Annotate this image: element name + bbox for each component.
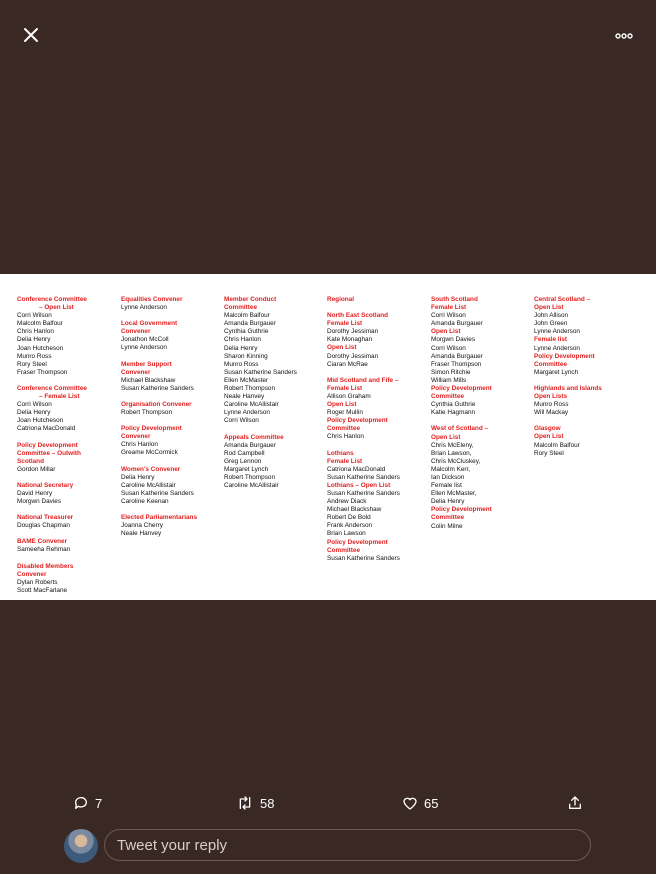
spacer xyxy=(121,506,197,514)
image-column xyxy=(17,296,87,595)
section-heading: Female List xyxy=(431,304,467,312)
member-name: Caroline McAllistair xyxy=(224,401,279,409)
member-name: Delia Henry xyxy=(121,473,155,481)
member-name: Caroline McAllistair xyxy=(224,482,279,490)
retweet-count: 58 xyxy=(260,795,275,811)
member-name: Michael Blackshaw xyxy=(121,376,176,384)
section-heading: Mid Scotland and Fife – xyxy=(327,376,399,384)
member-name: Robert Thompson xyxy=(121,409,173,417)
close-button[interactable] xyxy=(22,26,42,46)
section-heading: Policy Development xyxy=(534,352,595,360)
section-heading: Open List xyxy=(431,433,461,441)
spacer xyxy=(17,434,87,442)
member-name: Roger Mullin xyxy=(327,409,363,417)
member-name: Delia Henry xyxy=(17,409,51,417)
spacer xyxy=(17,506,87,514)
member-name: Catriona MacDonald xyxy=(327,465,386,473)
share-button[interactable] xyxy=(567,795,583,811)
member-name: Malcolm Balfour xyxy=(224,312,270,320)
section-heading: Conference Committee xyxy=(17,296,87,303)
member-name: Amanda Burgauer xyxy=(224,320,276,328)
member-name: Susan Katherine Sanders xyxy=(224,368,297,376)
section-heading: Equalities Convener xyxy=(121,296,183,303)
member-name: Greg Lennon xyxy=(224,457,262,465)
member-name: Caroline Keenan xyxy=(121,497,169,505)
member-name: Margaret Lynch xyxy=(534,368,579,376)
section-heading: Member Support xyxy=(121,360,172,368)
section-heading: Policy Development xyxy=(431,506,492,514)
member-name: Morgwn Davies xyxy=(431,336,476,344)
spacer xyxy=(17,474,87,482)
member-name: Cynthia Guthrie xyxy=(224,328,269,336)
reply-button[interactable] xyxy=(73,795,102,811)
member-name: Robert Thompson xyxy=(224,385,276,393)
section-heading: Convener xyxy=(121,433,151,441)
member-name: Joan Hutcheson xyxy=(17,417,64,425)
member-name: John Allison xyxy=(534,312,569,320)
member-name: Caroline McAllistair xyxy=(121,481,176,489)
member-name: Scott MacFarlane xyxy=(17,586,68,594)
image-column xyxy=(327,296,400,563)
retweet-button[interactable] xyxy=(236,795,274,811)
member-name: Brian Lawson, xyxy=(431,449,472,457)
section-heading: Disabled Members xyxy=(17,562,74,570)
section-heading: Female List xyxy=(327,320,363,328)
member-name: William Mills xyxy=(431,376,467,384)
member-name: Fraser Thompson xyxy=(431,360,482,368)
section-heading: – Open List xyxy=(39,304,74,312)
member-name: Susan Katherine Sanders xyxy=(121,384,194,392)
section-heading: National Treasurer xyxy=(17,514,74,522)
member-name: Corri Wilson xyxy=(224,417,259,425)
section-heading: Convener xyxy=(121,328,151,336)
member-name: Munro Ross xyxy=(17,352,52,360)
section-heading: Policy Development xyxy=(327,538,388,546)
section-heading: Convener xyxy=(121,368,151,376)
section-heading: Lothians xyxy=(327,449,354,457)
spacer xyxy=(327,369,400,377)
member-name: Allison Graham xyxy=(327,392,371,400)
member-name: Joanna Cherry xyxy=(121,522,163,530)
section-heading: Female List xyxy=(327,457,363,465)
section-heading: Local Government xyxy=(121,320,178,328)
member-name: Robert Thompson xyxy=(224,473,276,481)
section-heading: Conference Committee xyxy=(17,384,87,392)
section-heading: Open List xyxy=(534,433,564,441)
section-heading: Female List xyxy=(327,384,363,392)
section-heading: Committee xyxy=(534,360,568,368)
member-name: Delia Henry xyxy=(224,344,258,352)
section-heading: West of Scotland – xyxy=(431,425,489,433)
more-button[interactable] xyxy=(614,26,634,46)
member-name: Sharon Kinning xyxy=(224,352,268,360)
section-heading: Elected Parliamentarians xyxy=(121,513,198,521)
member-name: Chris Hanlon xyxy=(327,433,364,441)
member-name: Will Mackay xyxy=(534,409,569,417)
member-name: Gordon Millar xyxy=(17,465,56,473)
spacer xyxy=(534,377,602,385)
section-heading: Committee xyxy=(224,304,258,312)
like-icon xyxy=(402,795,418,811)
section-heading: Open List xyxy=(431,328,461,336)
member-name: Robert De Bold xyxy=(327,514,371,522)
like-count: 65 xyxy=(424,795,439,811)
reply-icon xyxy=(73,795,89,811)
section-heading: Policy Development xyxy=(121,425,182,433)
member-name: Malcolm Balfour xyxy=(534,441,580,449)
spacer xyxy=(224,426,297,434)
image-column xyxy=(121,296,197,538)
section-heading: Open List xyxy=(534,304,564,312)
section-heading: Member Conduct xyxy=(224,296,277,303)
member-name: Susan Katherine Sanders xyxy=(327,489,400,497)
member-name: Dorothy Jessiman xyxy=(327,328,379,336)
tweet-image[interactable] xyxy=(0,274,656,600)
section-heading: Open List xyxy=(327,401,357,409)
member-name: Female list xyxy=(431,482,462,490)
member-name: Neale Hanvey xyxy=(121,530,162,538)
section-heading: Women's Convener xyxy=(121,465,181,473)
section-heading: BAME Convener xyxy=(17,538,68,546)
member-name: Lynne Anderson xyxy=(121,344,167,352)
section-heading: – Female List xyxy=(39,393,80,401)
member-name: Susan Katherine Sanders xyxy=(327,473,400,481)
section-heading: Scotland xyxy=(17,457,44,465)
spacer xyxy=(327,304,400,312)
member-name: Corri Wilson xyxy=(17,312,52,320)
section-heading: Committee xyxy=(327,425,361,433)
like-button[interactable] xyxy=(402,795,438,811)
spacer xyxy=(121,458,197,466)
more-icon xyxy=(615,32,633,40)
section-heading: South Scotland xyxy=(431,296,478,303)
section-heading: Female list xyxy=(534,336,568,344)
member-name: Chris Hanlon xyxy=(17,328,54,336)
member-name: Lynne Anderson xyxy=(224,409,270,417)
spacer xyxy=(327,442,400,450)
member-name: Katie Hagmann xyxy=(431,409,476,417)
member-name: Chris Hanlon xyxy=(121,441,158,449)
close-icon xyxy=(22,26,40,44)
member-name: Delia Henry xyxy=(431,498,465,506)
member-name: Ian Dickson xyxy=(431,473,465,481)
section-heading: Glasgow xyxy=(534,425,561,433)
section-heading: Committee xyxy=(327,546,361,554)
member-name: Morgwn Davies xyxy=(17,498,62,506)
share-icon xyxy=(567,795,583,811)
member-name: Dorothy Jessiman xyxy=(327,352,379,360)
member-name: Colin Milne xyxy=(431,522,463,530)
member-name: Chris McEleny, xyxy=(431,441,474,449)
member-name: Susan Katherine Sanders xyxy=(327,554,400,562)
section-heading: Convener xyxy=(17,570,47,578)
avatar[interactable] xyxy=(64,829,98,863)
member-name: Rory Steel xyxy=(534,449,564,457)
member-name: Rory Steel xyxy=(17,360,47,368)
spacer xyxy=(121,417,197,425)
member-name: Brian Lawson xyxy=(327,530,366,538)
member-name: Rod Campbell xyxy=(224,449,265,457)
section-heading: North East Scotland xyxy=(327,312,389,320)
member-name: Ellen McMaster, xyxy=(431,490,477,498)
member-name: Simon Ritchie xyxy=(431,368,471,376)
member-name: Andrew Diack xyxy=(327,498,367,506)
member-name: John Green xyxy=(534,320,568,328)
member-name: Fraser Thompson xyxy=(17,368,68,376)
member-name: Michael Blackshaw xyxy=(327,506,382,514)
section-heading: Committee xyxy=(431,514,465,522)
member-name: Frank Anderson xyxy=(327,522,373,530)
spacer xyxy=(17,530,87,538)
member-name: Ellen McMaster xyxy=(224,376,269,384)
reply-input[interactable] xyxy=(104,829,591,861)
member-name: Douglas Chapman xyxy=(17,522,70,530)
retweet-icon xyxy=(236,795,254,811)
section-heading: Highlands and Islands xyxy=(534,384,602,392)
member-name: Chris Hanlon xyxy=(224,336,261,344)
section-heading: Policy Development xyxy=(17,441,78,449)
member-name: Ciaran McRae xyxy=(327,360,368,368)
spacer xyxy=(17,377,87,385)
member-name: Kate Monaghan xyxy=(327,336,373,344)
section-heading: Regional xyxy=(327,296,354,303)
member-name: David Henry xyxy=(17,489,53,497)
section-heading: Central Scotland – xyxy=(534,296,591,303)
member-name: Susan Katherine Sanders xyxy=(121,489,194,497)
member-name: Corri Wilson xyxy=(431,312,466,320)
member-name: Corri Wilson xyxy=(17,401,52,409)
member-name: Amanda Burgauer xyxy=(224,441,276,449)
member-name: Lynne Anderson xyxy=(534,344,580,352)
member-name: Jonathon McColl xyxy=(121,336,169,344)
spacer xyxy=(121,353,197,361)
section-heading: Appeals Committee xyxy=(224,433,284,441)
member-name: Greame McCormick xyxy=(121,449,178,457)
member-name: Neale Hanvey xyxy=(224,393,265,401)
spacer xyxy=(534,417,602,425)
member-name: Lynne Anderson xyxy=(534,328,580,336)
member-name: Chris McCluskey, xyxy=(431,457,481,465)
member-name: Lynne Anderson xyxy=(121,304,167,312)
section-heading: National Secretary xyxy=(17,481,74,489)
member-name: Amanda Burgauer xyxy=(431,320,483,328)
member-name: Malcolm Balfour xyxy=(17,320,63,328)
spacer xyxy=(121,393,197,401)
member-name: Cynthia Guthrie xyxy=(431,401,476,409)
member-name: Corri Wilson xyxy=(431,344,466,352)
member-name: Joan Hutcheson xyxy=(17,344,64,352)
section-heading: Organisation Convener xyxy=(121,400,192,408)
member-name: Munro Ross xyxy=(224,360,259,368)
section-heading: Committee – Outwith xyxy=(17,449,81,457)
spacer xyxy=(17,555,87,563)
section-heading: Policy Development xyxy=(327,417,388,425)
spacer xyxy=(431,417,492,425)
section-heading: Open Lists xyxy=(534,393,568,401)
image-column xyxy=(224,296,297,490)
section-heading: Lothians – Open List xyxy=(327,481,391,489)
section-heading: Committee xyxy=(431,393,465,401)
member-name: Munro Ross xyxy=(534,401,569,409)
section-heading: Policy Development xyxy=(431,385,492,393)
image-column xyxy=(534,296,602,458)
spacer xyxy=(121,312,197,320)
member-name: Amanda Burgauer xyxy=(431,352,483,360)
member-name: Delia Henry xyxy=(17,336,51,344)
image-column xyxy=(431,296,492,531)
reply-count: 7 xyxy=(95,795,103,811)
member-name: Sameeha Rehman xyxy=(17,546,71,554)
member-name: Malcolm Kerr, xyxy=(431,465,471,473)
member-name: Margaret Lynch xyxy=(224,465,269,473)
section-heading: Open List xyxy=(327,344,357,352)
member-name: Dylan Roberts xyxy=(17,578,58,586)
member-name: Catriona MacDonald xyxy=(17,425,76,433)
